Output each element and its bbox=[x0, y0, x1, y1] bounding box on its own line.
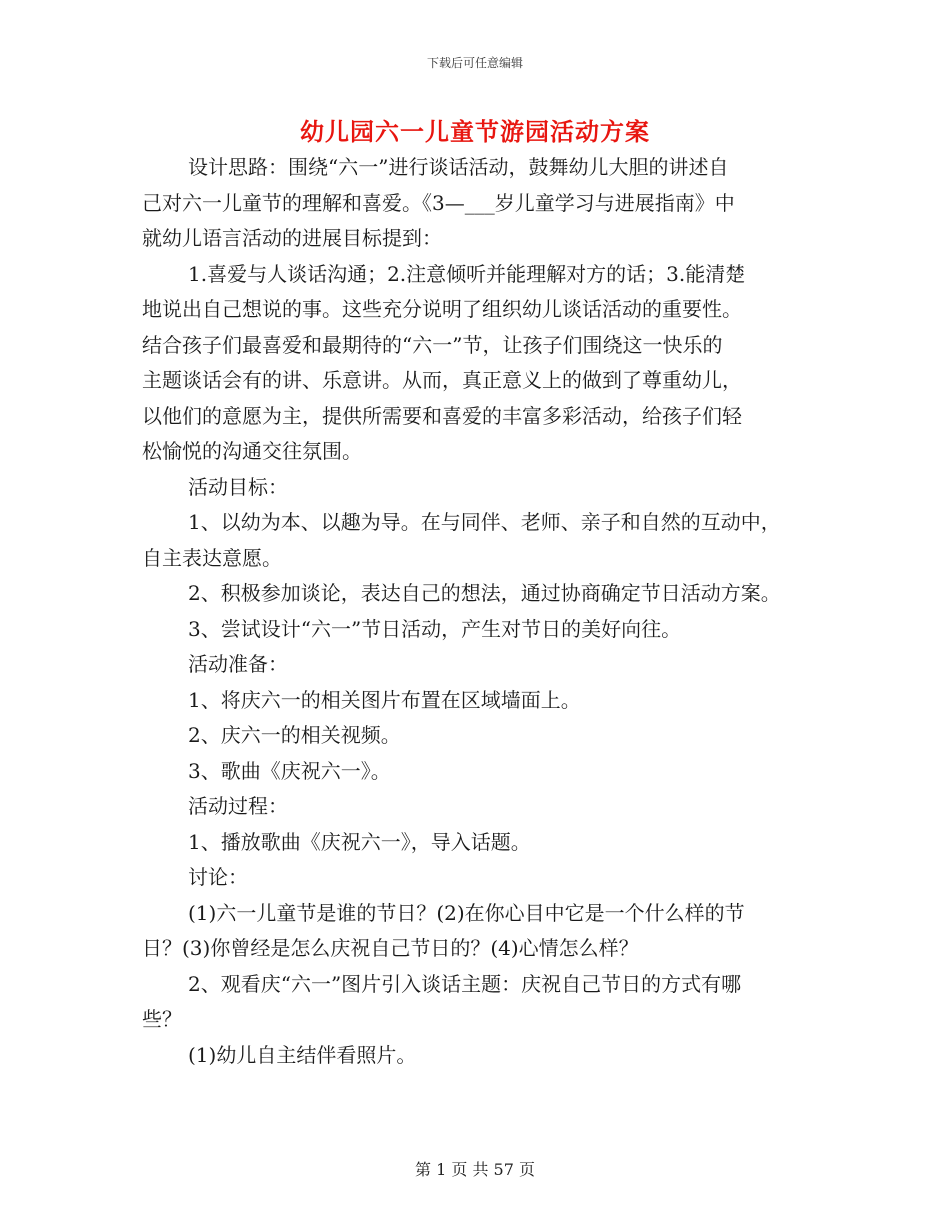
list-item: 2、积极参加谈论，表达自己的想法，通过协商确定节日活动方案。 bbox=[188, 581, 781, 605]
list-item: (1)六一儿童节是谁的节日？(2)在你心目中它是一个什么样的节 bbox=[188, 900, 745, 925]
list-item: 2、观看庆“六一”图片引入谈话主题：庆祝自己节日的方式有哪 bbox=[188, 971, 742, 996]
text-line: 以他们的意愿为主，提供所需要和喜爱的丰富多彩活动，给孩子们轻 bbox=[142, 403, 742, 428]
text-line-group bbox=[142, 292, 832, 470]
header-note: 下载后可任意编辑 bbox=[426, 56, 523, 70]
text-line: 自主表达意愿。 bbox=[142, 545, 282, 570]
list-item: 2、庆六一的相关视频。 bbox=[188, 723, 401, 747]
text-line: 己对六一儿童节的理解和喜爱。《3—___岁儿童学习与进展指南》中 bbox=[142, 190, 735, 215]
text-line: 些？ bbox=[142, 1007, 182, 1031]
list-item: 3、歌曲《庆祝六一》。 bbox=[188, 758, 391, 783]
paragraph-design-rationale bbox=[142, 150, 832, 186]
paragraph-development-goals bbox=[142, 257, 832, 293]
page-number: 第 1 页 共 57 页 bbox=[415, 1160, 535, 1179]
list-item: (1)幼儿自主结伴看照片。 bbox=[188, 1042, 417, 1067]
text-line: 地说出自己想说的事。这些充分说明了组织幼儿谈话活动的重要性。 bbox=[142, 297, 742, 321]
list-item: 1、将庆六一的相关图片布置在区域墙面上。 bbox=[188, 687, 581, 712]
list-item: 1、播放歌曲《庆祝六一》，导入话题。 bbox=[188, 829, 531, 854]
text-line: 日？(3)你曾经是怎么庆祝自己节日的？(4)心情怎么样？ bbox=[142, 936, 639, 960]
text-line: 结合孩子们最喜爱和最期待的“六一”节，让孩子们围绕这一快乐的 bbox=[142, 332, 723, 357]
text-line: 松愉悦的沟通交往氛围。 bbox=[142, 439, 362, 463]
discussion-label: 讨论： bbox=[188, 865, 248, 889]
text-line: 设计思路：围绕“六一”进行谈话活动，鼓舞幼儿大胆的讲述自 bbox=[188, 155, 729, 179]
document-title: 幼儿园六一儿童节游园活动方案 bbox=[300, 117, 650, 146]
list-item: 3、尝试设计“六一”节日活动，产生对节日的美好向往。 bbox=[188, 616, 682, 641]
text-line: 1.喜爱与人谈话沟通；2.注意倾听并能理解对方的话；3.能清楚 bbox=[188, 261, 746, 286]
document-body bbox=[142, 150, 832, 1073]
text-line: 就幼儿语言活动的进展目标提到： bbox=[142, 226, 442, 250]
text-line: 主题谈话会有的讲、乐意讲。从而，真正意义上的做到了尊重幼儿， bbox=[142, 368, 742, 392]
section-heading-goals: 活动目标： bbox=[188, 474, 288, 499]
text-line-group bbox=[142, 186, 832, 257]
section-heading-process: 活动过程： bbox=[188, 794, 288, 818]
list-item: 1、以幼为本、以趣为导。在与同伴、老师、亲子和自然的互动中， bbox=[188, 510, 781, 534]
section-heading-preparation: 活动准备： bbox=[188, 652, 288, 676]
